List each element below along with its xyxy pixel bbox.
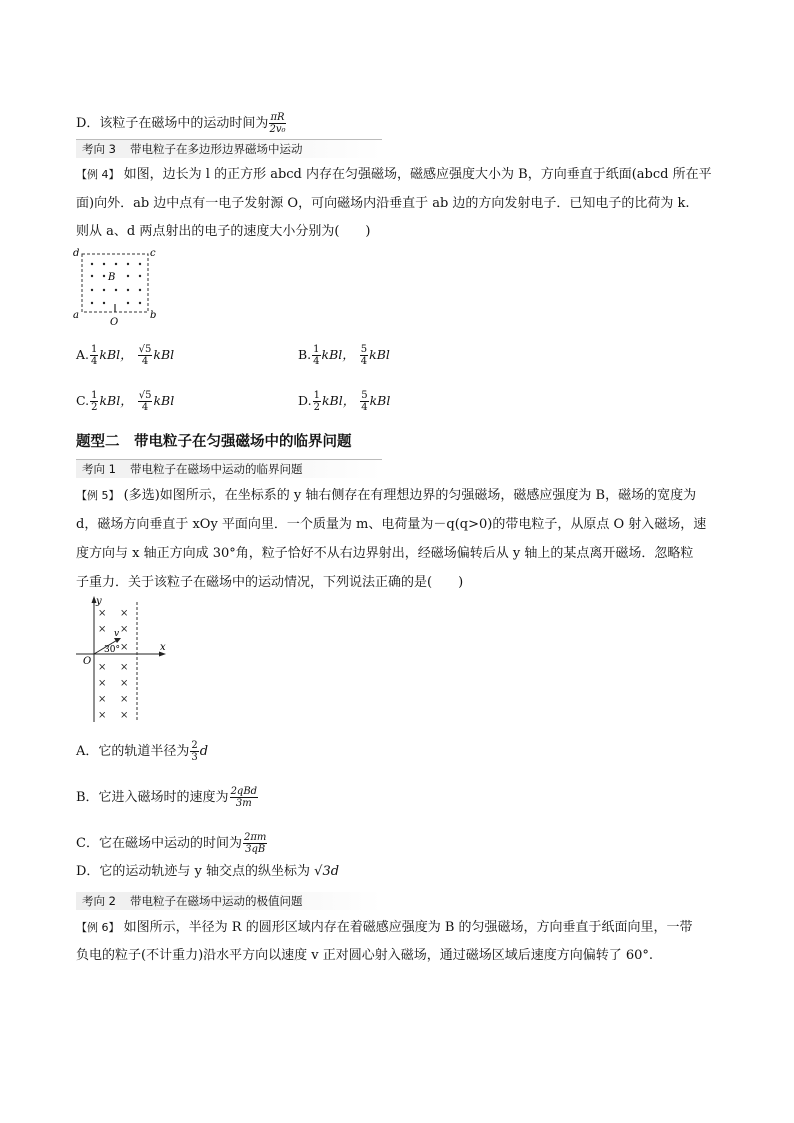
example-tag: 【例 5】 <box>76 489 120 502</box>
svg-text:×: × <box>120 642 129 653</box>
label-O: O <box>110 317 119 328</box>
example-5-line-2: d，磁场方向垂直于 xOy 平面向里．一个质量为 m、电荷量为－q(q>0)的带电粒子，从原点 O 射入磁场，速 <box>76 517 707 532</box>
example-4-line-1: 【例 4】 如图，边长为 l 的正方形 abcd 内存在匀强磁场，磁感应强度大小为 B，方向垂直于纸面(abcd 所在平 <box>76 167 712 182</box>
svg-text:×: × <box>98 608 107 619</box>
svg-text:×: × <box>120 608 129 619</box>
ex4-option-d: D. $\frac{1}{2}$ kBl， $\frac{5}{4}$ kBl <box>298 390 391 413</box>
field-crosses <box>98 608 128 721</box>
svg-text:×: × <box>98 710 107 721</box>
ex5-option-d: D．它的运动轨迹与 y 轴交点的纵坐标为 √3d <box>76 864 340 879</box>
example-6-line-1: 【例 6】 如图所示，半径为 R 的圆形区域内存在着磁感应强度为 B 的匀强磁场，方向垂直于纸面向里，一带 <box>76 920 693 935</box>
ex4-option-a: A. $\frac{1}{4}$ kBl， $\frac{√5}{4}$ kBl <box>76 344 175 367</box>
example-6-line-2: 负电的粒子(不计重力)沿水平方向以速度 v 正对圆心射入磁场，通过磁场区域后速度方向偏转了 60°. <box>76 948 654 963</box>
ex5-option-a: A．它的轨道半径为 $\frac{2}{3}$ d <box>76 740 209 763</box>
svg-text:×: × <box>120 694 129 705</box>
label-c: c <box>150 248 156 259</box>
label-b: b <box>150 310 157 321</box>
label-y: y <box>96 596 102 607</box>
label-a: a <box>73 310 79 321</box>
svg-text:×: × <box>98 678 107 689</box>
svg-text:×: × <box>98 694 107 705</box>
label-B: B <box>108 272 116 283</box>
coordinate-field-figure <box>74 594 174 724</box>
square-field-figure <box>70 246 165 331</box>
example-tag: 【例 6】 <box>76 921 120 934</box>
ex4-option-c: C. $\frac{1}{2}$ kBl， $\frac{√5}{4}$ kBl <box>76 390 175 413</box>
ex5-option-b: B．它进入磁场时的速度为 $\frac{\text{2qBd}}{3m}$ <box>76 786 258 809</box>
svg-text:×: × <box>120 624 129 635</box>
example-4-line-3: 则从 a、d 两点射出的电子的速度大小分别为( ) <box>76 224 371 239</box>
example-4-line-2: 面)向外．ab 边中点有一电子发射源 O，可向磁场内沿垂直于 ab 边的方向发射电子．已知电子的比荷为 k. <box>76 196 690 211</box>
section-bar-3: 考向 3 带电粒子在多边形边界磁场中运动 <box>76 139 382 158</box>
svg-text:×: × <box>120 710 129 721</box>
label-O: O <box>83 656 92 667</box>
example-5-line-3: 度方向与 x 轴正方向成 30°角，粒子恰好不从右边界射出，经磁场偏转后从 y 轴上的某点离开磁场．忽略粒 <box>76 546 694 561</box>
field-dots <box>91 263 141 304</box>
svg-text:×: × <box>98 624 107 635</box>
ex5-option-c: C．它在磁场中运动的时间为 $\frac{2\pi m}{3qB}$ <box>76 832 267 855</box>
fraction: $\frac{\pi R}{\text{2v₀}}$ <box>269 112 286 135</box>
example-tag: 【例 4】 <box>76 168 120 181</box>
example-5-line-4: 子重力．关于该粒子在磁场中的运动情况，下列说法正确的是( ) <box>76 575 464 590</box>
section-bar-2: 考向 2 带电粒子在磁场中运动的极值问题 <box>76 892 382 910</box>
ex4-option-b: B. $\frac{1}{4}$ kBl， $\frac{5}{4}$ kBl <box>298 344 390 367</box>
svg-text:×: × <box>120 662 129 673</box>
svg-text:×: × <box>120 678 129 689</box>
topic-heading: 题型二 带电粒子在匀强磁场中的临界问题 <box>76 434 352 450</box>
label-x: x <box>160 642 166 653</box>
label-angle: 30° <box>104 645 120 655</box>
section-bar-1: 考向 1 带电粒子在磁场中运动的临界问题 <box>76 459 382 478</box>
prev-option-d: D．该粒子在磁场中的运动时间为 $\frac{\pi R}{\text{2v₀}}$ <box>76 112 286 135</box>
svg-text:×: × <box>98 662 107 673</box>
label-v: v <box>114 629 120 639</box>
label-d: d <box>73 248 80 259</box>
example-5-line-1: 【例 5】 (多选)如图所示，在坐标系的 y 轴右侧存在有理想边界的匀强磁场，磁感应强度为 B，磁场的宽度为 <box>76 488 697 503</box>
